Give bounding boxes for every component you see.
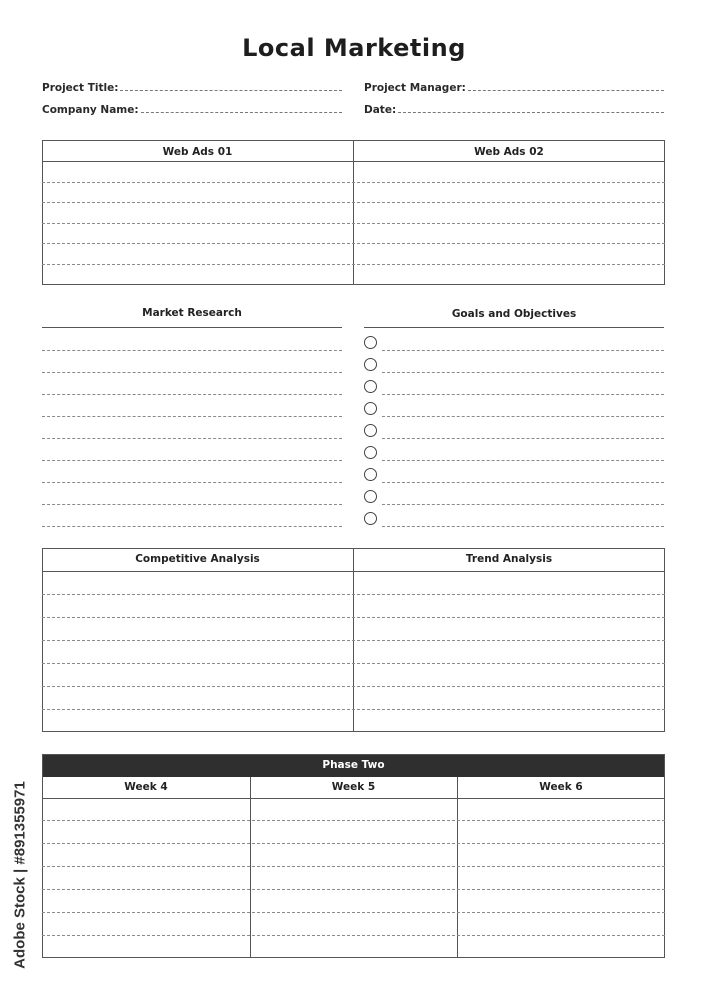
analysis-row-line[interactable] (42, 594, 665, 595)
company-name-field[interactable] (42, 98, 342, 116)
checkbox-circle-icon[interactable] (364, 402, 377, 415)
web-ads-row-line[interactable] (42, 264, 665, 265)
date-label: Date: (364, 104, 397, 116)
goal-line[interactable] (382, 438, 664, 439)
web-ads-row-line[interactable] (42, 223, 665, 224)
market-research-line[interactable] (42, 460, 342, 461)
page-title: Local Marketing (242, 34, 466, 62)
phase-row-line[interactable] (42, 843, 665, 844)
project-manager-label: Project Manager: (364, 82, 466, 94)
phase-divider (457, 777, 458, 958)
analysis-row-line[interactable] (42, 686, 665, 687)
analysis-row-line[interactable] (42, 709, 665, 710)
market-research-underline (42, 327, 342, 328)
phase-week-header-line (42, 798, 665, 799)
phase-row-line[interactable] (42, 935, 665, 936)
date-field[interactable] (364, 98, 664, 116)
phase-row-line[interactable] (42, 889, 665, 890)
week-6-header: Week 6 (539, 781, 583, 793)
market-research-line[interactable] (42, 504, 342, 505)
checkbox-circle-icon[interactable] (364, 424, 377, 437)
web-ads-row-line[interactable] (42, 182, 665, 183)
web-ads-row-line[interactable] (42, 243, 665, 244)
market-research-line[interactable] (42, 372, 342, 373)
checkbox-circle-icon[interactable] (364, 512, 377, 525)
phase-row-line[interactable] (42, 820, 665, 821)
goal-line[interactable] (382, 372, 664, 373)
market-research-line[interactable] (42, 438, 342, 439)
company-name-line (141, 111, 342, 113)
analysis-row-line[interactable] (42, 640, 665, 641)
phase-divider (250, 777, 251, 958)
competitive-analysis-header: Competitive Analysis (135, 553, 260, 565)
checkbox-circle-icon[interactable] (364, 380, 377, 393)
checkbox-circle-icon[interactable] (364, 446, 377, 459)
company-name-label: Company Name: (42, 104, 139, 116)
week-5-header: Week 5 (331, 781, 376, 793)
checkbox-circle-icon[interactable] (364, 336, 377, 349)
goals-underline (364, 327, 664, 328)
project-manager-field[interactable] (364, 76, 664, 94)
trend-analysis-header: Trend Analysis (465, 553, 553, 565)
checkbox-circle-icon[interactable] (364, 358, 377, 371)
web-ads-01-header: Web Ads 01 (162, 146, 233, 158)
phase-row-line[interactable] (42, 866, 665, 867)
phase-header-bar: Phase Two (42, 754, 665, 777)
project-title-field[interactable] (42, 76, 342, 94)
date-line (398, 111, 664, 113)
goal-line[interactable] (382, 460, 664, 461)
analysis-header-line (42, 571, 665, 572)
analysis-row-line[interactable] (42, 617, 665, 618)
goal-line[interactable] (382, 482, 664, 483)
watermark-text: Adobe Stock | #891355971 (11, 781, 29, 969)
goal-line[interactable] (382, 504, 664, 505)
web-ads-header-line (42, 161, 665, 162)
week-4-header: Week 4 (124, 781, 168, 793)
checkbox-circle-icon[interactable] (364, 468, 377, 481)
stock-watermark (8, 760, 32, 990)
goal-line[interactable] (382, 416, 664, 417)
web-ads-row-line[interactable] (42, 202, 665, 203)
goals-header: Goals and Objectives (451, 308, 577, 320)
goal-line[interactable] (382, 394, 664, 395)
market-research-line[interactable] (42, 526, 342, 527)
analysis-row-line[interactable] (42, 663, 665, 664)
project-manager-line (468, 89, 664, 91)
market-research-line[interactable] (42, 416, 342, 417)
project-title-line (120, 89, 342, 91)
phase-row-line[interactable] (42, 912, 665, 913)
market-research-header: Market Research (142, 307, 242, 319)
market-research-line[interactable] (42, 350, 342, 351)
web-ads-02-header: Web Ads 02 (474, 146, 544, 158)
project-title-label: Project Title: (42, 82, 119, 94)
market-research-line[interactable] (42, 482, 342, 483)
market-research-line[interactable] (42, 394, 342, 395)
checkbox-circle-icon[interactable] (364, 490, 377, 503)
goal-line[interactable] (382, 526, 664, 527)
goal-line[interactable] (382, 350, 664, 351)
